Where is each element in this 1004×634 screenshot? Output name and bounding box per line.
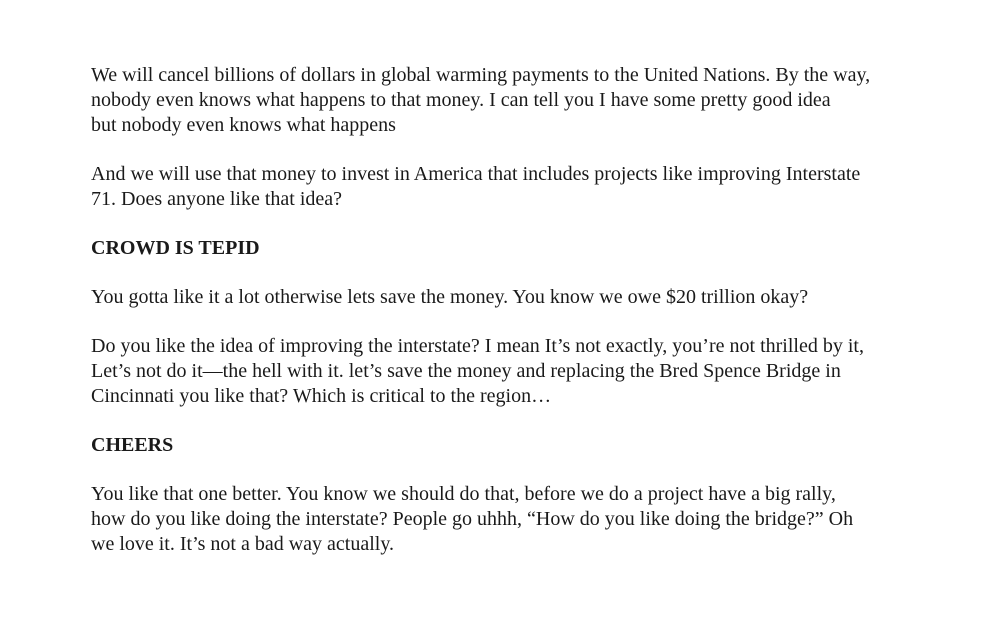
paragraph-3 <box>91 285 971 310</box>
paragraph-line: but nobody even knows what happens <box>91 114 396 136</box>
paragraph-line: how do you like doing the interstate? People go uhhh, “How do you like doing the bridge?” Oh <box>91 508 854 530</box>
paragraph-line: we love it. It’s not a bad way actually. <box>91 533 395 555</box>
paragraph-line: 71. Does anyone like that idea? <box>91 188 343 210</box>
heading-text: CHEERS <box>91 434 174 456</box>
heading-text: CROWD IS TEPID <box>91 237 260 259</box>
paragraph-line: nobody even knows what happens to that money. I can tell you I have some pretty good idea <box>91 89 831 111</box>
paragraph-line: And we will use that money to invest in America that includes projects like improving Interstate <box>91 163 861 185</box>
paragraph-line: Do you like the idea of improving the interstate? I mean It’s not exactly, you’re not thrilled by it, <box>91 335 864 357</box>
paragraph-2 <box>91 162 971 212</box>
paragraph-line: Let’s not do it—the hell with it. let’s save the money and replacing the Bred Spence Bridge in <box>91 360 841 382</box>
paragraph-line: We will cancel billions of dollars in global warming payments to the United Nations. By the way, <box>91 64 871 86</box>
stage-direction-heading <box>91 433 971 458</box>
document-body <box>91 63 971 581</box>
paragraph-4 <box>91 334 971 409</box>
paragraph-line: Cincinnati you like that? Which is critical to the region… <box>91 385 552 407</box>
paragraph-5 <box>91 482 971 557</box>
paragraph-line: You gotta like it a lot otherwise lets save the money. You know we owe $20 trillion okay? <box>91 286 809 308</box>
paragraph-line: You like that one better. You know we should do that, before we do a project have a big rally, <box>91 483 836 505</box>
stage-direction-heading <box>91 236 971 261</box>
paragraph-1 <box>91 63 971 138</box>
